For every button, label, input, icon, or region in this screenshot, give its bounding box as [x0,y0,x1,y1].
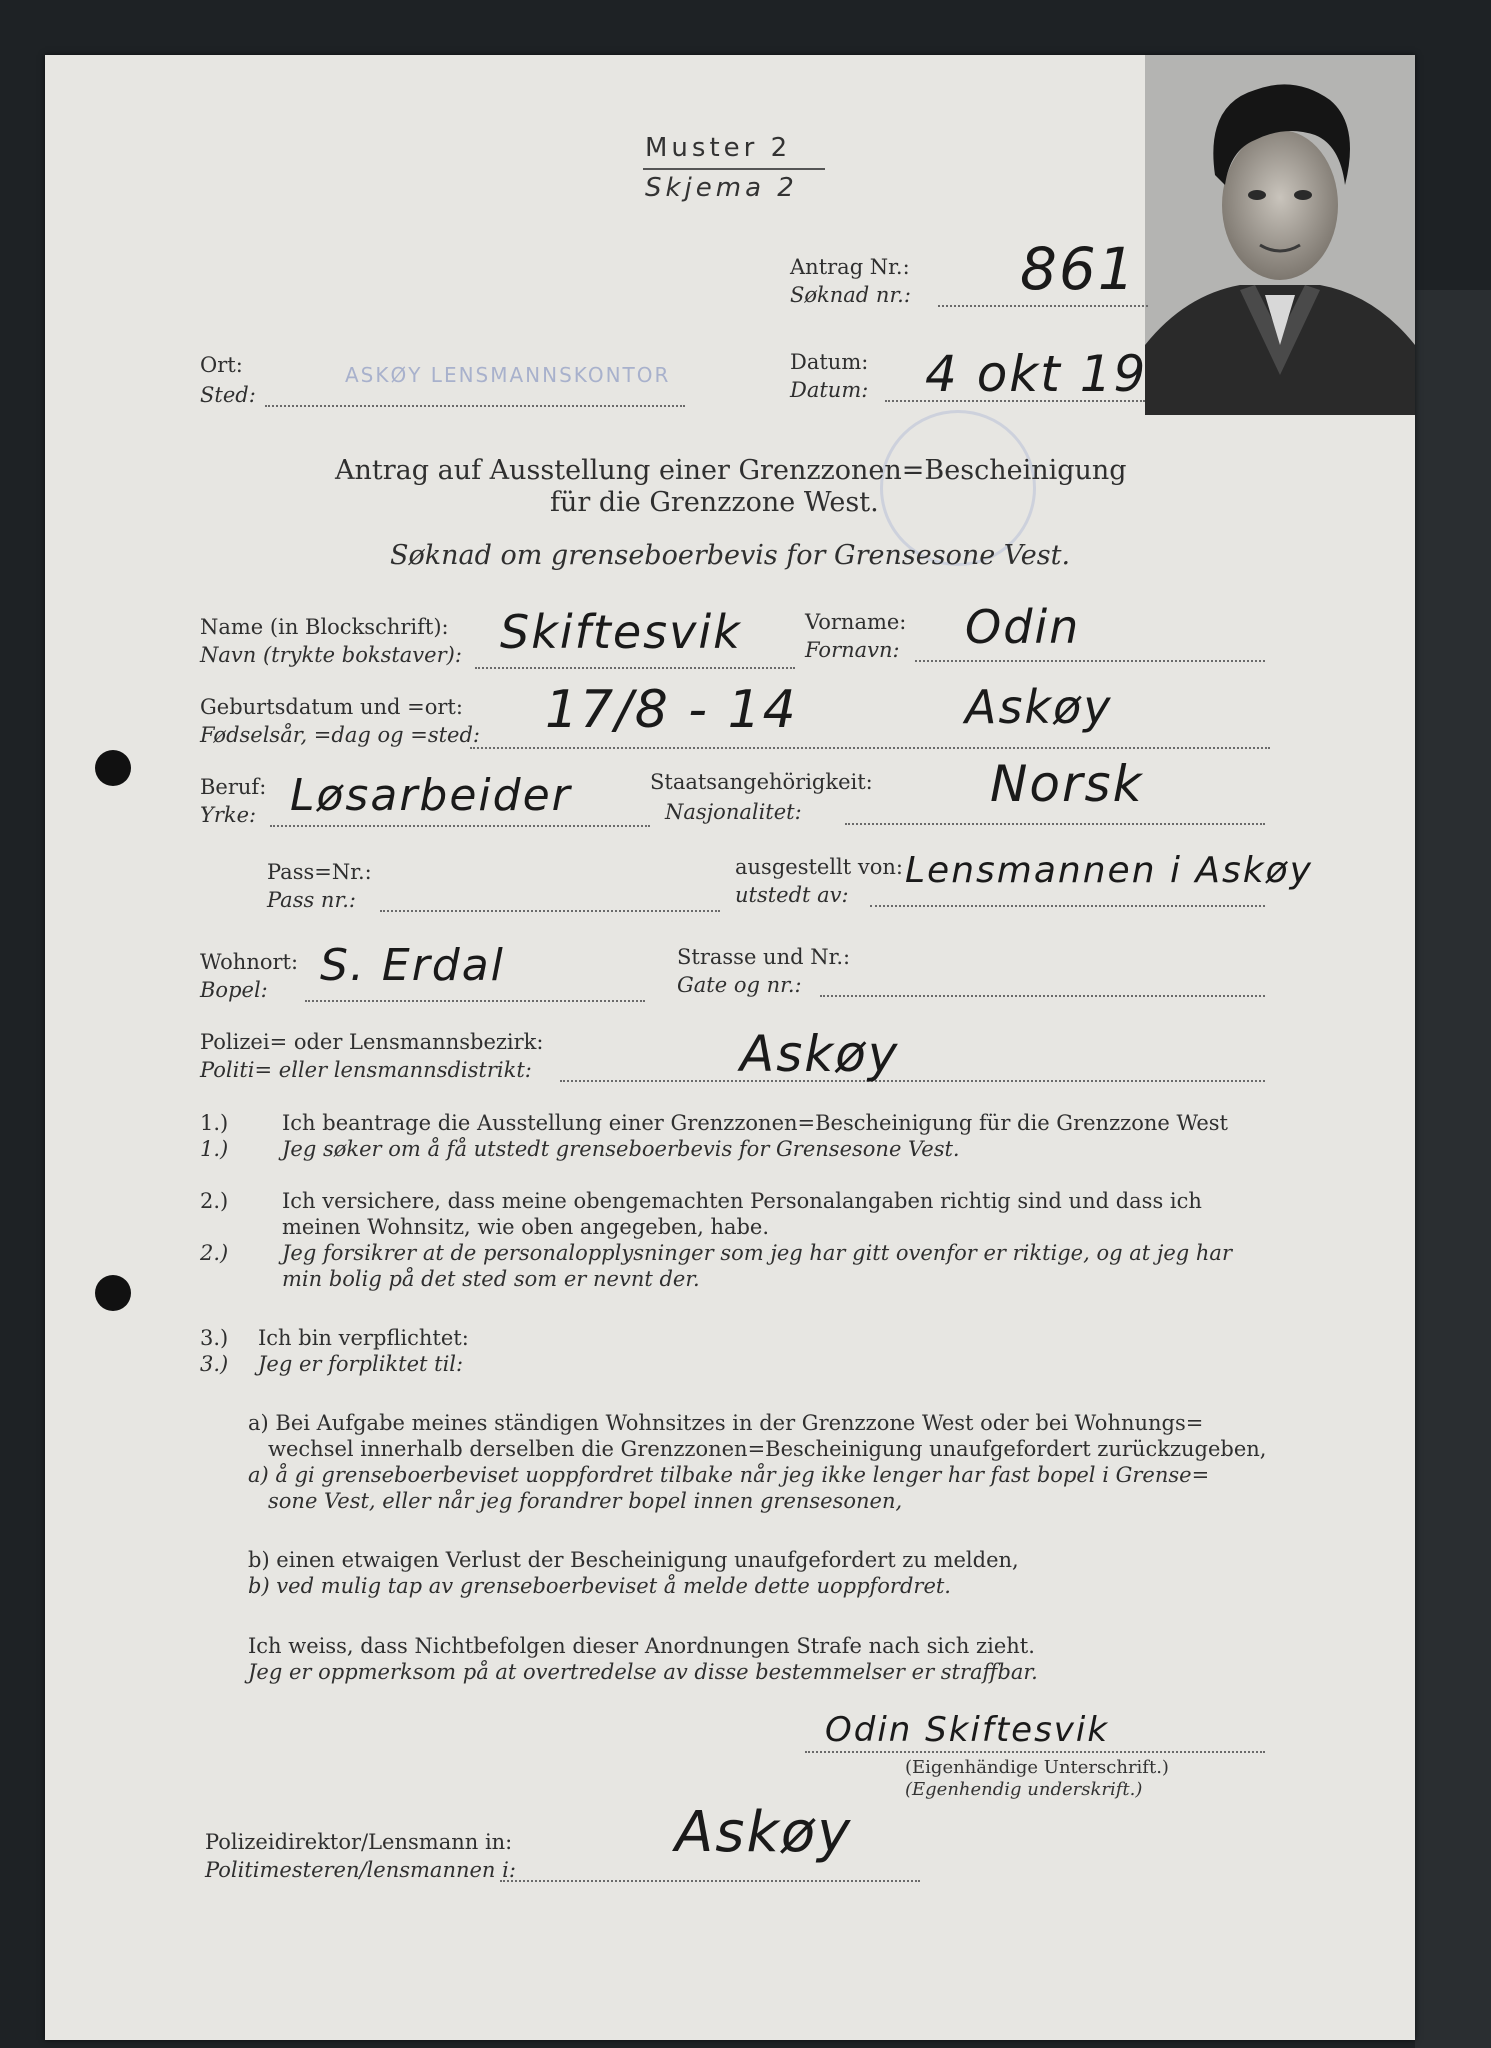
wohnort-value: S. Erdal [320,940,505,991]
clause-2-no-2: min bolig på det sted som er nevnt der. [282,1267,700,1291]
geburt-label-no: Fødselsår, =dag og =sted: [200,723,481,747]
pass-label-no: Pass nr.: [267,888,356,912]
clause-a-de-2: wechsel innerhalb derselben die Grenzzonen=Bescheinigung unaufgefordert zurückzugeben, [268,1437,1267,1461]
clause-b-de: b) einen etwaigen Verlust der Bescheinigung unaufgefordert zu melden, [248,1548,1019,1572]
geburt-place-value: Askøy [965,680,1113,734]
vorname-label-de: Vorname: [805,610,907,634]
clause-1-de: Ich beantrage die Ausstellung einer Grenzzonen=Bescheinigung für die Grenzzone West [282,1111,1228,1135]
signature-label-de: (Eigenhändige Unterschrift.) [905,1757,1169,1778]
beruf-label-no: Yrke: [200,803,257,827]
beruf-value: Løsarbeider [290,770,572,821]
skjema-title: Skjema 2 [645,173,798,203]
ausgestellt-label-de: ausgestellt von: [735,855,903,879]
ort-label: Ort: [200,353,243,377]
weiss-de: Ich weiss, dass Nichtbefolgen dieser Anordnungen Strafe nach sich zieht. [248,1634,1035,1658]
clause-1-number-no: 1.) [200,1137,229,1161]
clause-2-number-no: 2.) [200,1241,229,1265]
footer-value: Askøy [675,1800,853,1865]
sted-label: Sted: [200,383,256,407]
punch-hole-bottom [95,1275,131,1311]
staat-label-no: Nasjonalitet: [665,800,802,824]
clause-2-no-1: Jeg forsikrer at de personalopplysninger som jeg har gitt ovenfor er riktige, og at jeg har [282,1241,1232,1265]
antrag-nr-label: Antrag Nr.: [790,255,910,279]
applicant-photo [1145,55,1415,415]
clause-2-de-1: Ich versichere, dass meine obengemachten Personalangaben richtig sind und dass ich [282,1189,1202,1213]
bezirk-label-de: Polizei= oder Lensmannsbezirk: [200,1030,544,1054]
clause-a-de-1: a) Bei Aufgabe meines ständigen Wohnsitzes in der Grenzzone West oder bei Wohnungs= [248,1411,1204,1435]
ausgestellt-label-no: utstedt av: [735,883,849,907]
muster-title: Muster 2 [645,133,792,163]
staat-label-de: Staatsangehörigkeit: [650,770,873,794]
name-value: Skiftesvik [500,605,742,659]
clause-b-no: b) ved mulig tap av grenseboerbeviset å melde dette uoppfordret. [248,1574,951,1598]
footer-label-no: Politimesteren/lensmannen i: [205,1858,516,1882]
title-de-1: Antrag auf Ausstellung einer Grenzzonen=Bescheinigung [335,455,1127,486]
footer-label-de: Polizeidirektor/Lensmann in: [205,1830,513,1854]
signature-label-no: (Egenhendig underskrift.) [905,1779,1143,1800]
clause-a-no-1: a) å gi grenseboerbeviset uoppfordret tilbake når jeg ikke lenger har fast bopel i Grense= [248,1463,1210,1487]
clause-1-number-de: 1.) [200,1111,229,1135]
form-page [45,55,1415,2040]
clause-1-no: Jeg søker om å få utstedt grenseboerbevis for Grensesone Vest. [282,1137,960,1161]
bezirk-value: Askøy [740,1025,900,1083]
title-de-2: für die Grenzzone West. [550,487,879,518]
vorname-label-no: Fornavn: [805,638,900,662]
clause-3-no: Jeg er forpliktet til: [258,1352,464,1376]
beruf-label-de: Beruf: [200,775,267,799]
pass-label-de: Pass=Nr.: [267,860,372,884]
punch-hole-top [95,750,131,786]
wohnort-label-no: Bopel: [200,978,268,1002]
soknad-nr-label: Søknad nr.: [790,283,911,307]
name-label-no: Navn (trykte bokstaver): [200,643,462,667]
clause-2-number-de: 2.) [200,1189,229,1213]
datum-label-no: Datum: [790,378,869,402]
geburt-date-value: 17/8 - 14 [545,680,798,740]
antrag-nr-value: 861 [1020,235,1137,303]
clause-2-de-2: meinen Wohnsitz, wie oben angegeben, habe. [282,1215,770,1239]
clause-3-number-no: 3.) [200,1352,229,1376]
datum-value: 4 okt 19 [925,345,1148,403]
portrait-image [1145,55,1415,415]
strasse-label-de: Strasse und Nr.: [677,945,851,969]
signature-value: Odin Skiftesvik [825,1710,1110,1750]
strasse-label-no: Gate og nr.: [677,973,802,997]
weiss-no: Jeg er oppmerksom på at overtredelse av disse bestemmelser er straffbar. [248,1660,1038,1684]
title-no: Søknad om grenseboerbevis for Grensesone Vest. [390,540,1071,571]
datum-label-de: Datum: [790,350,869,374]
vorname-value: Odin [965,600,1081,654]
clause-3-number-de: 3.) [200,1326,229,1350]
bezirk-label-no: Politi= eller lensmannsdistrikt: [200,1058,532,1082]
ort-stamp: ASKØY LENSMANNSKONTOR [345,363,671,387]
staat-value: Norsk [990,755,1144,813]
ausgestellt-value: Lensmannen i Askøy [905,850,1313,891]
name-label-de: Name (in Blockschrift): [200,615,449,639]
clause-a-no-2: sone Vest, eller når jeg forandrer bopel innen grensesonen, [268,1489,903,1513]
clause-3-de: Ich bin verpflichtet: [258,1326,469,1350]
geburt-label-de: Geburtsdatum und =ort: [200,695,463,719]
wohnort-label-de: Wohnort: [200,950,299,974]
scanner-background [1415,290,1491,2048]
